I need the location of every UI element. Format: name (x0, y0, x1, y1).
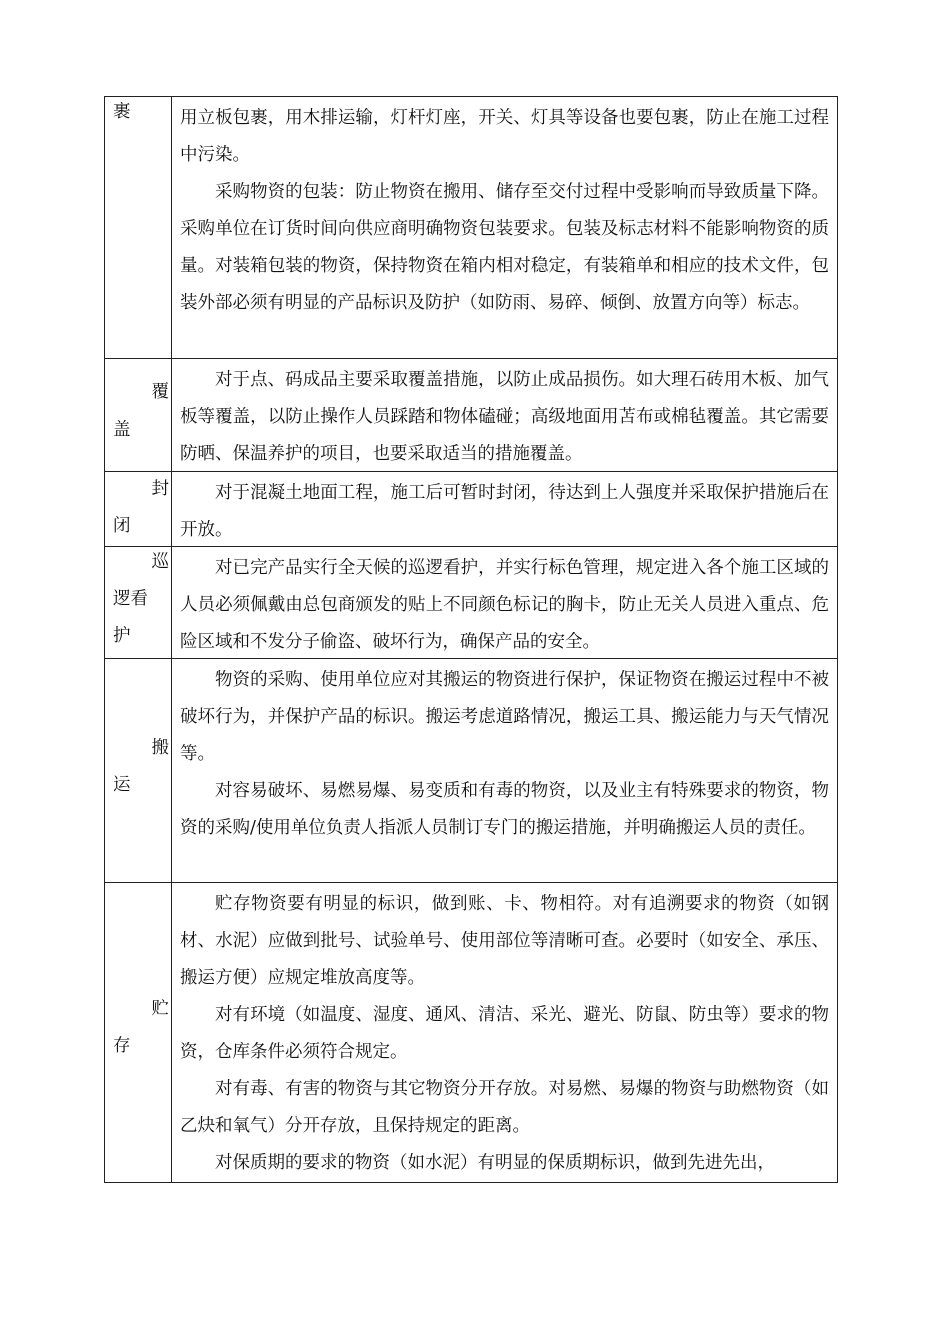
row-content-cell (172, 472, 837, 546)
row-label-cell (105, 359, 172, 471)
paragraph: 对于混凝土地面工程，施工后可暂时封闭，待达到上人强度并采取保护措施后在开放。 (180, 483, 829, 540)
paragraph: 对保质期的要求的物资（如水泥）有明显的保质期标识，做到先进先出， (215, 1153, 775, 1173)
row-content-cell (172, 659, 837, 882)
row-content-cell (172, 359, 837, 471)
paragraph: 对容易破坏、易燃易爆、易变质和有毒的物资，以及业主有特殊要求的物资，物资的采购/使用单位负责人指派人员制订专门的搬运措施，并明确搬运人员的责任。 (180, 781, 829, 838)
row-content-cell (172, 883, 837, 1182)
protection-measures-table (104, 96, 838, 1183)
table-row-seal (104, 472, 838, 547)
row-label-cell (105, 883, 172, 1182)
row-label-text: 搬 (151, 738, 169, 758)
row-label-text: 闭 (113, 516, 131, 536)
row-label-cell (105, 472, 172, 546)
row-label-text: 贮 (151, 999, 169, 1019)
table-row-cover (104, 359, 838, 472)
table-row-storage (104, 883, 838, 1183)
table-row-wrap (104, 96, 838, 359)
row-label-text: 覆 (151, 382, 169, 402)
table-row-transport (104, 659, 838, 883)
row-label-text: 存 (113, 1036, 131, 1056)
paragraph: 对有毒、有害的物资与其它物资分开存放。对易燃、易爆的物资与助燃物资（如乙炔和氧气）分开存放，且保持规定的距离。 (180, 1079, 829, 1136)
row-content-cell (172, 97, 837, 358)
row-label-cell (105, 547, 172, 658)
row-label-text: 盖 (113, 420, 131, 440)
row-label-text: 运 (113, 775, 131, 795)
paragraph: 物资的采购、使用单位应对其搬运的物资进行保护，保证物资在搬运过程中不被破坏行为，并保护产品的标识。搬运考虑道路情况，搬运工具、搬运能力与天气情况等。 (180, 670, 829, 764)
row-label-cell (105, 659, 172, 882)
paragraph: 采购物资的包装：防止物资在搬用、储存至交付过程中受影响而导致质量下降。采购单位在订货时间向供应商明确物资包装要求。包装及标志材料不能影响物资的质量。对装箱包装的物资，保持物资在箱内相对稳定，有装箱单和相应的技术文件，包装外部必须有明显的产品标识及防护（如防雨、易碎、倾倒、放置方向等）标志。 (180, 182, 829, 313)
table-row-patrol (104, 547, 838, 659)
row-label-text: 巡 (151, 552, 169, 572)
row-label-cell (105, 97, 172, 358)
paragraph: 用立板包裹，用木排运输，灯杆灯座，开关、灯具等设备也要包裹，防止在施工过程中污染。 (180, 108, 829, 165)
paragraph: 贮存物资要有明显的标识，做到账、卡、物相符。对有追溯要求的物资（如钢材、水泥）应做到批号、试验单号、使用部位等清晰可查。必要时（如安全、承压、搬运方便）应规定堆放高度等。 (180, 894, 829, 988)
row-label-text: 护 (113, 626, 131, 646)
paragraph: 对于点、码成品主要采取覆盖措施，以防止成品损伤。如大理石砖用木板、加气板等覆盖，以防止操作人员踩踏和物体磕碰；高级地面用苫布或棉毡覆盖。其它需要防晒、保温养护的项目，也要采取适当的措施覆盖。 (180, 370, 829, 464)
row-label-text: 封 (151, 479, 169, 499)
paragraph: 对已完产品实行全天候的巡逻看护，并实行标色管理，规定进入各个施工区域的人员必须佩戴由总包商颁发的贴上不同颜色标记的胸卡，防止无关人员进入重点、危险区域和不发分子偷盗、破坏行为，确保产品的安全。 (180, 558, 829, 652)
row-label-text: 裹 (113, 102, 131, 122)
paragraph: 对有环境（如温度、湿度、通风、清洁、采光、避光、防鼠、防虫等）要求的物资，仓库条件必须符合规定。 (180, 1005, 829, 1062)
row-label-text: 逻看 (113, 589, 148, 609)
row-content-cell (172, 547, 837, 658)
